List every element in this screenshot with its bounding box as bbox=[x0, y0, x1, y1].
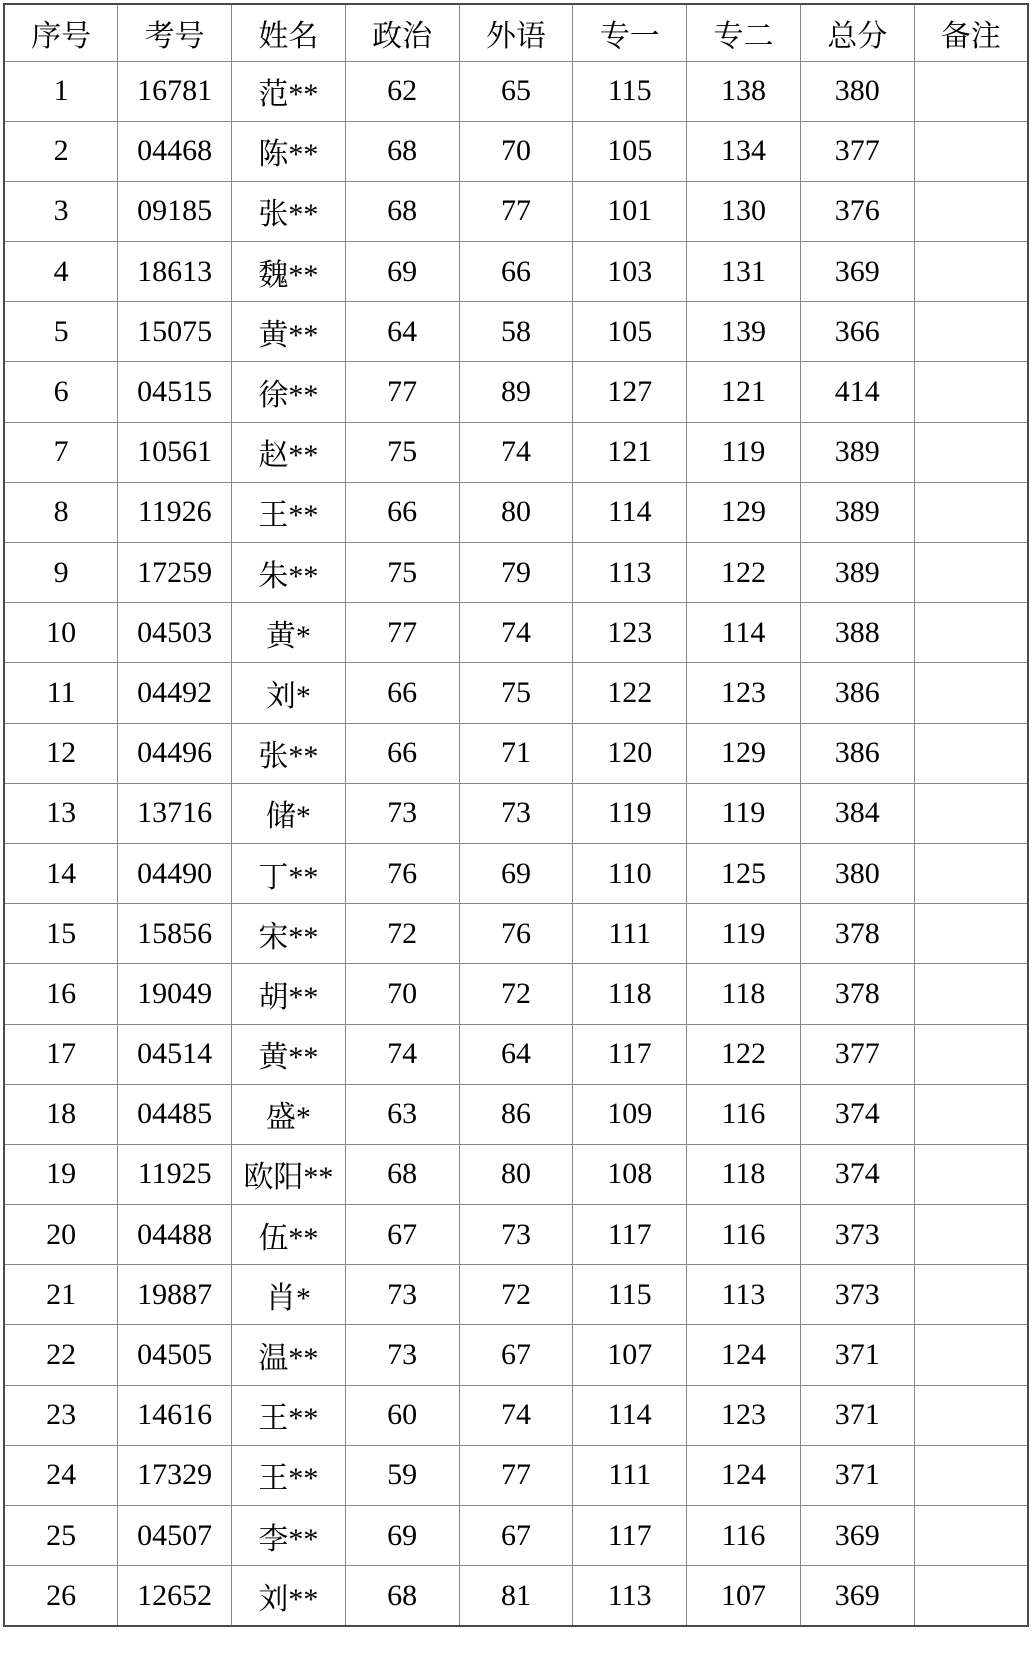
table-cell: 373 bbox=[800, 1265, 914, 1325]
table-cell: 74 bbox=[459, 603, 573, 663]
table-cell: 25 bbox=[4, 1506, 118, 1566]
table-cell: 68 bbox=[345, 1144, 459, 1204]
table-cell: 15 bbox=[4, 904, 118, 964]
table-row bbox=[4, 904, 1028, 964]
table-cell: 380 bbox=[800, 843, 914, 903]
table-cell: 67 bbox=[459, 1325, 573, 1385]
table-cell: 70 bbox=[459, 121, 573, 181]
table-cell: 黄** bbox=[232, 302, 346, 362]
table-row bbox=[4, 302, 1028, 362]
table-cell: 81 bbox=[459, 1566, 573, 1626]
table-cell: 盛* bbox=[232, 1084, 346, 1144]
table-cell: 108 bbox=[573, 1144, 687, 1204]
table-cell bbox=[914, 1024, 1028, 1084]
table-cell: 欧阳** bbox=[232, 1144, 346, 1204]
table-row bbox=[4, 723, 1028, 783]
table-cell: 黄* bbox=[232, 603, 346, 663]
table-cell: 119 bbox=[687, 904, 801, 964]
table-cell bbox=[914, 1205, 1028, 1265]
table-cell: 114 bbox=[573, 1385, 687, 1445]
table-row bbox=[4, 362, 1028, 422]
table-cell: 73 bbox=[345, 1325, 459, 1385]
table-cell: 123 bbox=[573, 603, 687, 663]
table-row bbox=[4, 1144, 1028, 1204]
table-row bbox=[4, 1445, 1028, 1505]
table-cell: 王** bbox=[232, 1385, 346, 1445]
table-row bbox=[4, 663, 1028, 723]
table-row bbox=[4, 1325, 1028, 1385]
table-row bbox=[4, 964, 1028, 1024]
table-cell: 温** bbox=[232, 1325, 346, 1385]
column-header: 备注 bbox=[914, 4, 1028, 61]
table-cell: 徐** bbox=[232, 362, 346, 422]
table-cell: 14 bbox=[4, 843, 118, 903]
table-cell: 04507 bbox=[118, 1506, 232, 1566]
table-cell: 115 bbox=[573, 61, 687, 121]
table-cell: 04514 bbox=[118, 1024, 232, 1084]
table-cell bbox=[914, 242, 1028, 302]
table-cell: 371 bbox=[800, 1325, 914, 1385]
table-cell: 刘** bbox=[232, 1566, 346, 1626]
table-cell: 18613 bbox=[118, 242, 232, 302]
table-cell: 66 bbox=[345, 723, 459, 783]
table-cell: 113 bbox=[573, 1566, 687, 1626]
table-cell: 09185 bbox=[118, 181, 232, 241]
table-cell: 魏** bbox=[232, 242, 346, 302]
table-cell: 86 bbox=[459, 1084, 573, 1144]
table-cell: 68 bbox=[345, 181, 459, 241]
table-cell: 11 bbox=[4, 663, 118, 723]
table-cell: 79 bbox=[459, 543, 573, 603]
table-cell: 71 bbox=[459, 723, 573, 783]
table-cell: 5 bbox=[4, 302, 118, 362]
table-row bbox=[4, 1024, 1028, 1084]
table-row bbox=[4, 1205, 1028, 1265]
table-cell: 70 bbox=[345, 964, 459, 1024]
column-header: 专一 bbox=[573, 4, 687, 61]
table-row bbox=[4, 543, 1028, 603]
table-cell: 77 bbox=[459, 1445, 573, 1505]
table-cell: 04505 bbox=[118, 1325, 232, 1385]
table-cell: 123 bbox=[687, 1385, 801, 1445]
table-cell bbox=[914, 723, 1028, 783]
table-cell: 107 bbox=[573, 1325, 687, 1385]
table-cell: 64 bbox=[459, 1024, 573, 1084]
table-row bbox=[4, 422, 1028, 482]
table-cell: 李** bbox=[232, 1506, 346, 1566]
table-cell: 376 bbox=[800, 181, 914, 241]
table-cell: 80 bbox=[459, 482, 573, 542]
table-cell bbox=[914, 302, 1028, 362]
table-cell: 9 bbox=[4, 543, 118, 603]
table-cell: 刘* bbox=[232, 663, 346, 723]
table-cell: 76 bbox=[345, 843, 459, 903]
table-cell: 116 bbox=[687, 1506, 801, 1566]
table-row bbox=[4, 783, 1028, 843]
table-cell: 124 bbox=[687, 1445, 801, 1505]
table-cell: 69 bbox=[345, 242, 459, 302]
table-cell: 116 bbox=[687, 1205, 801, 1265]
score-table bbox=[3, 3, 1029, 1627]
table-cell: 10 bbox=[4, 603, 118, 663]
table-cell: 59 bbox=[345, 1445, 459, 1505]
header-row bbox=[4, 4, 1028, 61]
table-cell: 04503 bbox=[118, 603, 232, 663]
table-cell: 62 bbox=[345, 61, 459, 121]
table-cell: 77 bbox=[459, 181, 573, 241]
table-cell: 77 bbox=[345, 603, 459, 663]
column-header: 姓名 bbox=[232, 4, 346, 61]
table-cell: 378 bbox=[800, 904, 914, 964]
table-row bbox=[4, 181, 1028, 241]
table-cell: 139 bbox=[687, 302, 801, 362]
table-cell: 26 bbox=[4, 1566, 118, 1626]
table-cell: 4 bbox=[4, 242, 118, 302]
table-cell: 24 bbox=[4, 1445, 118, 1505]
table-cell: 116 bbox=[687, 1084, 801, 1144]
table-cell: 73 bbox=[459, 1205, 573, 1265]
table-cell: 369 bbox=[800, 1566, 914, 1626]
table-cell: 389 bbox=[800, 422, 914, 482]
table-cell: 58 bbox=[459, 302, 573, 362]
table-cell: 63 bbox=[345, 1084, 459, 1144]
table-cell: 77 bbox=[345, 362, 459, 422]
table-cell: 122 bbox=[687, 543, 801, 603]
table-cell: 16 bbox=[4, 964, 118, 1024]
table-cell: 131 bbox=[687, 242, 801, 302]
table-cell: 121 bbox=[573, 422, 687, 482]
table-cell: 386 bbox=[800, 663, 914, 723]
table-cell: 388 bbox=[800, 603, 914, 663]
table-cell: 80 bbox=[459, 1144, 573, 1204]
table-cell: 107 bbox=[687, 1566, 801, 1626]
table-cell: 117 bbox=[573, 1205, 687, 1265]
table-cell: 138 bbox=[687, 61, 801, 121]
table-row bbox=[4, 1084, 1028, 1144]
table-cell: 陈** bbox=[232, 121, 346, 181]
table-cell bbox=[914, 783, 1028, 843]
table-cell: 76 bbox=[459, 904, 573, 964]
table-cell: 118 bbox=[573, 964, 687, 1024]
table-cell: 414 bbox=[800, 362, 914, 422]
table-cell: 118 bbox=[687, 964, 801, 1024]
table-cell: 119 bbox=[573, 783, 687, 843]
table-cell: 04488 bbox=[118, 1205, 232, 1265]
table-cell: 369 bbox=[800, 242, 914, 302]
table-cell: 3 bbox=[4, 181, 118, 241]
table-cell: 13716 bbox=[118, 783, 232, 843]
table-cell: 125 bbox=[687, 843, 801, 903]
table-cell: 72 bbox=[459, 964, 573, 1024]
table-cell: 72 bbox=[345, 904, 459, 964]
table-cell: 122 bbox=[687, 1024, 801, 1084]
table-row bbox=[4, 61, 1028, 121]
column-header: 专二 bbox=[687, 4, 801, 61]
table-cell: 75 bbox=[345, 543, 459, 603]
column-header: 政治 bbox=[345, 4, 459, 61]
table-cell: 肖* bbox=[232, 1265, 346, 1325]
table-cell: 374 bbox=[800, 1084, 914, 1144]
table-row bbox=[4, 121, 1028, 181]
table-cell: 377 bbox=[800, 121, 914, 181]
table-cell: 04496 bbox=[118, 723, 232, 783]
table-cell: 105 bbox=[573, 302, 687, 362]
table-cell bbox=[914, 1445, 1028, 1505]
table-cell bbox=[914, 663, 1028, 723]
table-cell: 15856 bbox=[118, 904, 232, 964]
table-cell: 115 bbox=[573, 1265, 687, 1325]
table-cell: 113 bbox=[573, 543, 687, 603]
table-cell: 371 bbox=[800, 1445, 914, 1505]
table-cell: 74 bbox=[345, 1024, 459, 1084]
table-cell: 64 bbox=[345, 302, 459, 362]
table-cell: 380 bbox=[800, 61, 914, 121]
table-row bbox=[4, 1506, 1028, 1566]
table-cell: 16781 bbox=[118, 61, 232, 121]
table-cell bbox=[914, 1325, 1028, 1385]
table-row bbox=[4, 843, 1028, 903]
table-cell: 74 bbox=[459, 422, 573, 482]
table-row bbox=[4, 482, 1028, 542]
table-body bbox=[4, 61, 1028, 1626]
table-cell: 389 bbox=[800, 482, 914, 542]
table-cell: 119 bbox=[687, 783, 801, 843]
column-header: 考号 bbox=[118, 4, 232, 61]
table-cell bbox=[914, 1265, 1028, 1325]
table-cell: 120 bbox=[573, 723, 687, 783]
table-cell: 134 bbox=[687, 121, 801, 181]
table-cell: 117 bbox=[573, 1506, 687, 1566]
table-cell: 103 bbox=[573, 242, 687, 302]
table-cell: 8 bbox=[4, 482, 118, 542]
table-cell: 124 bbox=[687, 1325, 801, 1385]
table-cell: 11926 bbox=[118, 482, 232, 542]
table-cell: 67 bbox=[459, 1506, 573, 1566]
table-cell: 04490 bbox=[118, 843, 232, 903]
table-cell: 89 bbox=[459, 362, 573, 422]
table-cell: 19887 bbox=[118, 1265, 232, 1325]
table-cell: 66 bbox=[345, 482, 459, 542]
table-cell: 04485 bbox=[118, 1084, 232, 1144]
table-cell bbox=[914, 1084, 1028, 1144]
table-cell bbox=[914, 964, 1028, 1024]
table-cell: 130 bbox=[687, 181, 801, 241]
table-header bbox=[4, 4, 1028, 61]
table-cell: 21 bbox=[4, 1265, 118, 1325]
table-cell: 75 bbox=[345, 422, 459, 482]
table-cell: 王** bbox=[232, 1445, 346, 1505]
table-cell: 张** bbox=[232, 181, 346, 241]
table-cell bbox=[914, 362, 1028, 422]
table-cell: 109 bbox=[573, 1084, 687, 1144]
table-cell: 110 bbox=[573, 843, 687, 903]
table-row bbox=[4, 1566, 1028, 1626]
table-cell: 117 bbox=[573, 1024, 687, 1084]
table-cell: 11925 bbox=[118, 1144, 232, 1204]
table-cell: 张** bbox=[232, 723, 346, 783]
table-cell: 69 bbox=[345, 1506, 459, 1566]
table-cell: 65 bbox=[459, 61, 573, 121]
table-cell: 114 bbox=[573, 482, 687, 542]
table-cell: 118 bbox=[687, 1144, 801, 1204]
table-cell: 宋** bbox=[232, 904, 346, 964]
table-cell bbox=[914, 1506, 1028, 1566]
table-cell: 19 bbox=[4, 1144, 118, 1204]
table-cell: 66 bbox=[459, 242, 573, 302]
table-cell: 123 bbox=[687, 663, 801, 723]
table-cell bbox=[914, 181, 1028, 241]
table-cell: 19049 bbox=[118, 964, 232, 1024]
table-cell: 18 bbox=[4, 1084, 118, 1144]
table-cell: 113 bbox=[687, 1265, 801, 1325]
table-cell bbox=[914, 1566, 1028, 1626]
table-row bbox=[4, 242, 1028, 302]
table-cell: 366 bbox=[800, 302, 914, 362]
table-cell bbox=[914, 904, 1028, 964]
table-cell bbox=[914, 603, 1028, 663]
table-cell: 储* bbox=[232, 783, 346, 843]
table-cell: 374 bbox=[800, 1144, 914, 1204]
table-cell: 伍** bbox=[232, 1205, 346, 1265]
table-cell: 74 bbox=[459, 1385, 573, 1445]
table-cell: 6 bbox=[4, 362, 118, 422]
table-cell: 101 bbox=[573, 181, 687, 241]
table-cell: 黄** bbox=[232, 1024, 346, 1084]
table-cell: 66 bbox=[345, 663, 459, 723]
column-header: 外语 bbox=[459, 4, 573, 61]
table-cell: 111 bbox=[573, 904, 687, 964]
table-cell bbox=[914, 61, 1028, 121]
table-cell: 丁** bbox=[232, 843, 346, 903]
table-cell: 373 bbox=[800, 1205, 914, 1265]
table-cell bbox=[914, 121, 1028, 181]
table-cell: 111 bbox=[573, 1445, 687, 1505]
table-cell: 04492 bbox=[118, 663, 232, 723]
table-cell bbox=[914, 422, 1028, 482]
table-cell: 105 bbox=[573, 121, 687, 181]
table-row bbox=[4, 603, 1028, 663]
table-cell: 67 bbox=[345, 1205, 459, 1265]
table-cell: 129 bbox=[687, 482, 801, 542]
table-cell: 68 bbox=[345, 1566, 459, 1626]
table-cell: 13 bbox=[4, 783, 118, 843]
table-cell: 04515 bbox=[118, 362, 232, 422]
table-cell bbox=[914, 543, 1028, 603]
table-cell: 17329 bbox=[118, 1445, 232, 1505]
table-cell: 10561 bbox=[118, 422, 232, 482]
table-cell: 15075 bbox=[118, 302, 232, 362]
table-cell: 22 bbox=[4, 1325, 118, 1385]
table-cell: 14616 bbox=[118, 1385, 232, 1445]
table-cell: 378 bbox=[800, 964, 914, 1024]
table-cell: 赵** bbox=[232, 422, 346, 482]
table-cell: 12 bbox=[4, 723, 118, 783]
table-cell: 04468 bbox=[118, 121, 232, 181]
table-cell: 73 bbox=[459, 783, 573, 843]
table-cell: 17 bbox=[4, 1024, 118, 1084]
table-cell: 129 bbox=[687, 723, 801, 783]
table-row bbox=[4, 1385, 1028, 1445]
table-cell: 17259 bbox=[118, 543, 232, 603]
table-cell: 127 bbox=[573, 362, 687, 422]
table-cell: 69 bbox=[459, 843, 573, 903]
table-cell: 73 bbox=[345, 1265, 459, 1325]
table-cell: 68 bbox=[345, 121, 459, 181]
table-cell: 75 bbox=[459, 663, 573, 723]
table-cell: 20 bbox=[4, 1205, 118, 1265]
table-cell: 377 bbox=[800, 1024, 914, 1084]
table-cell bbox=[914, 482, 1028, 542]
table-cell: 72 bbox=[459, 1265, 573, 1325]
table-cell: 121 bbox=[687, 362, 801, 422]
table-cell: 114 bbox=[687, 603, 801, 663]
table-cell: 朱** bbox=[232, 543, 346, 603]
table-cell: 371 bbox=[800, 1385, 914, 1445]
table-cell: 胡** bbox=[232, 964, 346, 1024]
table-row bbox=[4, 1265, 1028, 1325]
table-cell bbox=[914, 1144, 1028, 1204]
table-cell bbox=[914, 843, 1028, 903]
table-cell: 1 bbox=[4, 61, 118, 121]
table-cell: 389 bbox=[800, 543, 914, 603]
table-cell: 12652 bbox=[118, 1566, 232, 1626]
table-cell: 范** bbox=[232, 61, 346, 121]
table-cell: 7 bbox=[4, 422, 118, 482]
table-cell: 384 bbox=[800, 783, 914, 843]
table-cell: 122 bbox=[573, 663, 687, 723]
table-cell bbox=[914, 1385, 1028, 1445]
column-header: 总分 bbox=[800, 4, 914, 61]
table-cell: 119 bbox=[687, 422, 801, 482]
table-cell: 王** bbox=[232, 482, 346, 542]
table-cell: 369 bbox=[800, 1506, 914, 1566]
table-cell: 60 bbox=[345, 1385, 459, 1445]
table-cell: 73 bbox=[345, 783, 459, 843]
table-cell: 23 bbox=[4, 1385, 118, 1445]
table-cell: 386 bbox=[800, 723, 914, 783]
table-cell: 2 bbox=[4, 121, 118, 181]
column-header: 序号 bbox=[4, 4, 118, 61]
